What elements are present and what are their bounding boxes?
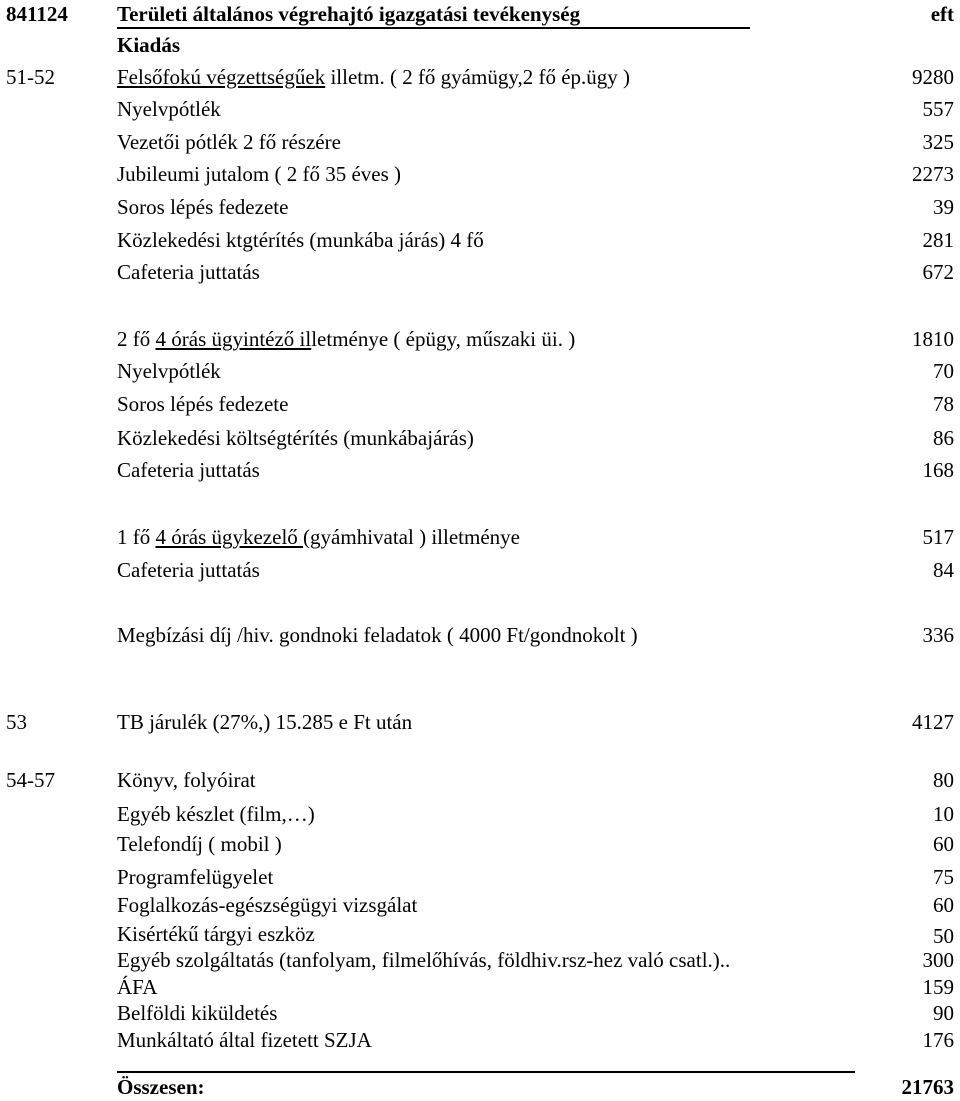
list-item: Nyelvpótlék 70 [117,359,954,383]
list-item: Programfelügyelet 75 [117,865,954,889]
list-item: Cafeteria juttatás 84 [117,558,954,582]
list-item: Soros lépés fedezete 39 [117,195,954,219]
list-item: Jubileumi jutalom ( 2 fő 35 éves ) 2273 [117,162,954,186]
tb-row: 53 TB járulék (27%,) 15.285 e Ft után 4127 [6,710,954,734]
group1-main-row [0,63,960,91]
list-item: Egyéb szolgáltatás (tanfolyam, filmelőhívás, földhiv.rsz-hez való csatl.).. 300 [117,948,954,972]
list-item: Közlekedési ktgtérítés (munkába járás) 4 fő 281 [117,228,954,252]
header-title: Területi általános végrehajtó igazgatási tevékenység [117,2,581,26]
group2-main-value: 1810 [912,327,954,351]
header-code: 841124 [6,2,68,26]
list-item: Telefondíj ( mobil ) 60 [117,832,954,856]
list-item: Foglalkozás-egészségügyi vizsgálat 60 [117,893,954,917]
megbizasi-row: Megbízási díj /hiv. gondnoki feladatok ( 4000 Ft/gondnokolt ) 336 [117,623,954,647]
header-unit: eft [930,2,954,26]
list-item: Cafeteria juttatás 168 [117,458,954,482]
group2-main-row [0,325,960,353]
group1-main-label: Felsőfokú végzettségűek illetm. ( 2 fő gyámügy,2 fő ép.ügy ) [117,65,631,89]
list-item: Vezetői pótlék 2 fő részére 325 [117,130,954,154]
group3-main-row [0,523,960,551]
list-item: Munkáltató által fizetett SZJA 176 [117,1028,954,1052]
total-label: Összesen: [117,1075,205,1099]
list-item: Belföldi kiküldetés 90 [117,1001,954,1025]
dologi-code: 54-57 [6,768,55,792]
section-label: Kiadás [117,33,181,57]
list-item: Kisértékű tárgyi eszköz 50 [117,922,954,948]
group1-code: 51-52 [6,65,55,89]
tb-code: 53 [6,710,27,734]
list-item: Egyéb készlet (film,…) 10 [117,802,954,826]
list-item: Közlekedési költségtérítés (munkábajárás) 86 [117,426,954,450]
total-value: 21763 [901,1075,954,1099]
section-label-row [0,31,960,59]
list-item: Soros lépés fedezete 78 [117,392,954,416]
list-item: 54-57 Könyv, folyóirat 80 [6,768,954,792]
header-row [0,0,960,28]
list-item: Cafeteria juttatás 672 [117,260,954,284]
header-underline [117,27,750,29]
group2-main-label: 2 fő 4 órás ügyintéző illetménye ( épügy, műszaki üi. ) [117,327,576,351]
group3-main-label: 1 fő 4 órás ügykezelő (gyámhivatal ) illetménye [117,525,520,549]
list-item: ÁFA 159 [117,975,954,999]
group1-main-value: 9280 [912,65,954,89]
group3-main-value: 517 [922,525,954,549]
list-item: Nyelvpótlék 557 [117,97,954,121]
total-row [0,1073,960,1101]
